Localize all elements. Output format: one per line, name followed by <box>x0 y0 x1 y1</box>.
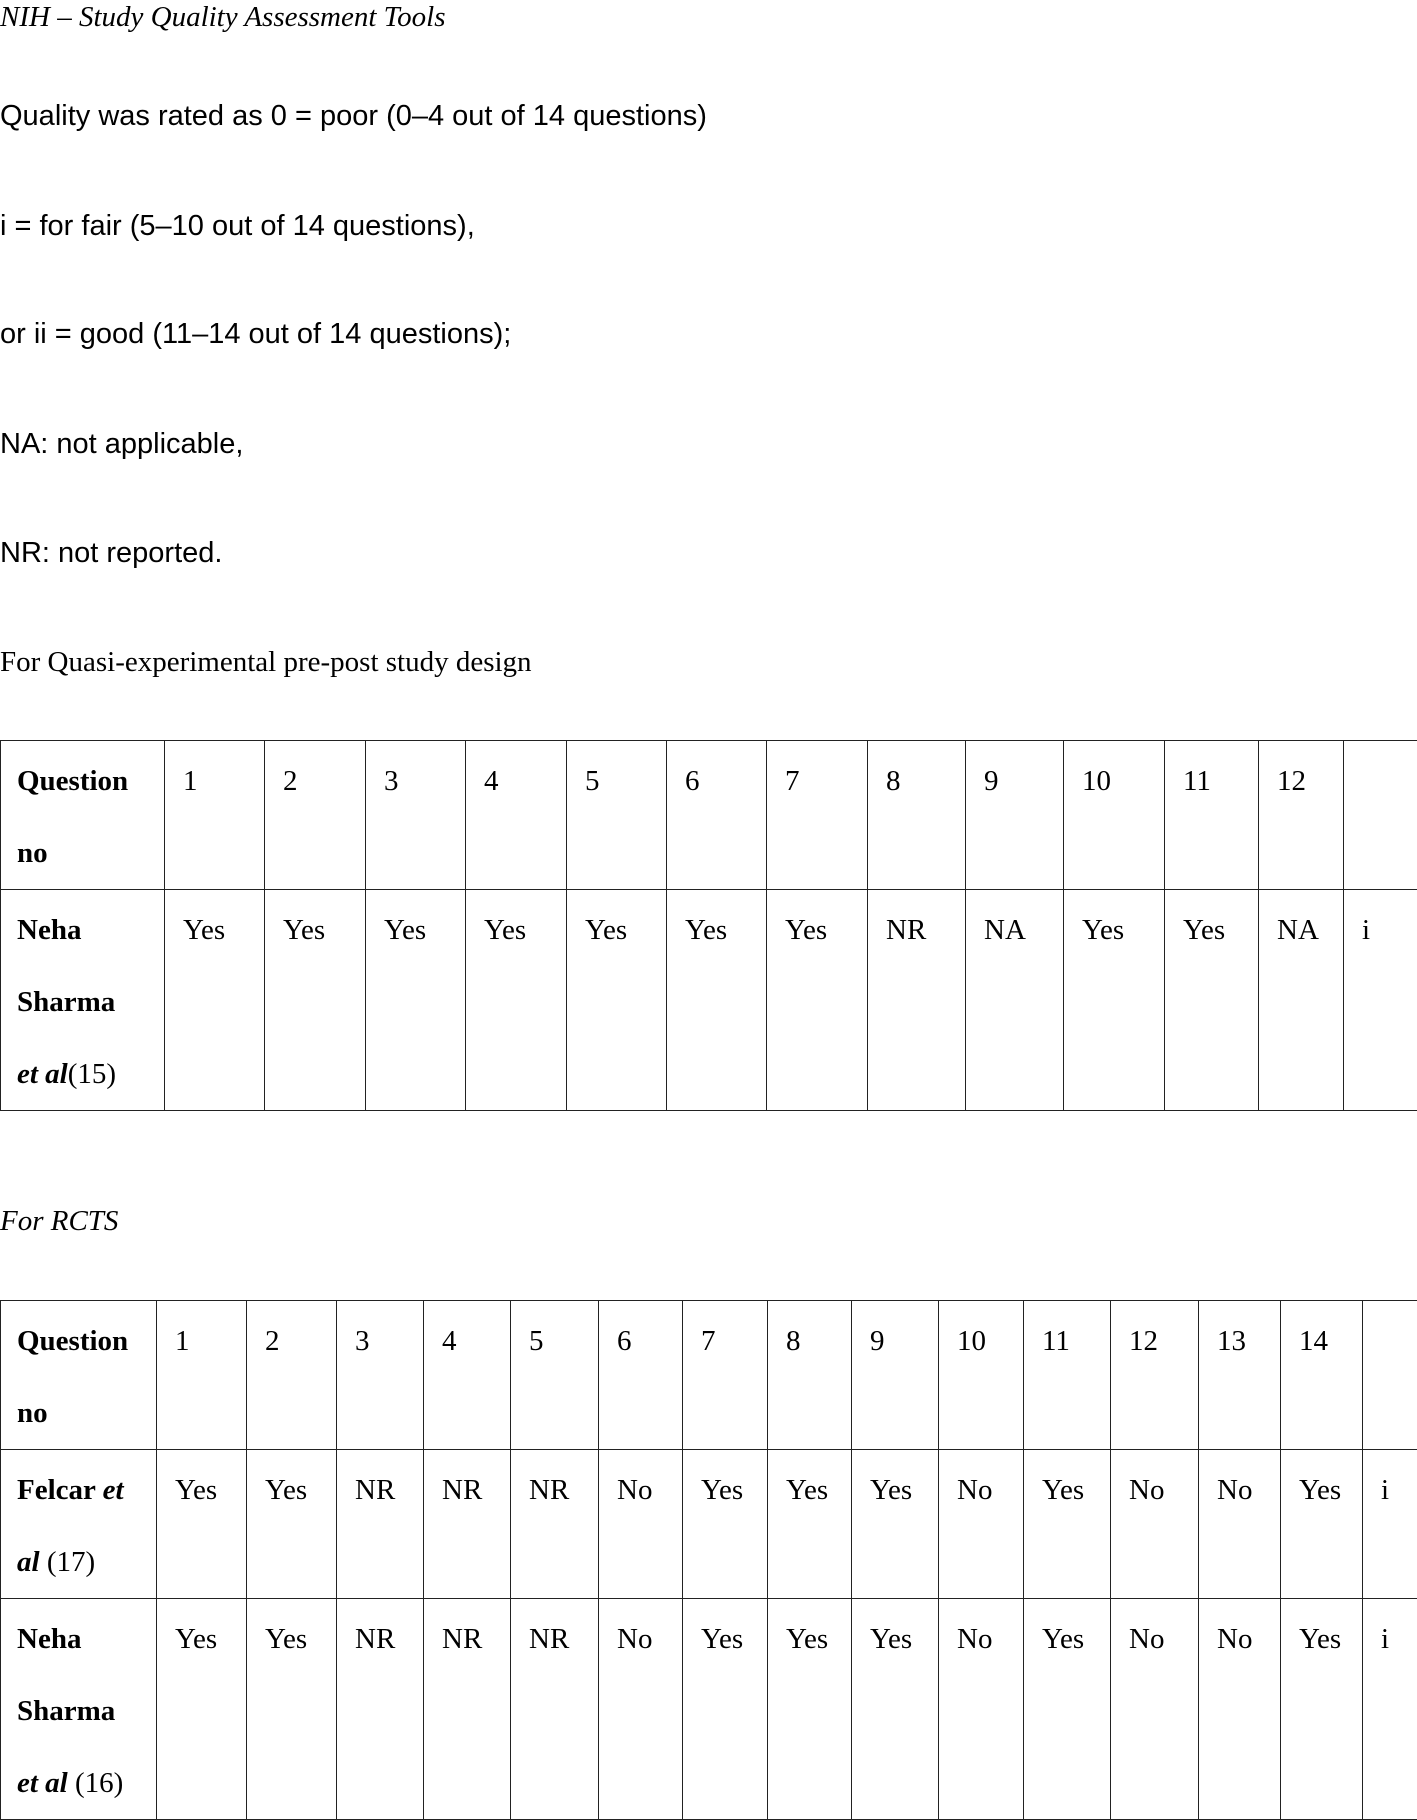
question-col: 11 <box>1165 741 1258 817</box>
question-col: 1 <box>157 1301 246 1377</box>
answer-cell: Yes <box>768 1599 851 1675</box>
answer-cell: Yes <box>1024 1450 1110 1526</box>
question-col: 3 <box>337 1301 423 1377</box>
answer-cell: No <box>599 1450 682 1526</box>
quality-note-good: or ii = good (11–14 out of 14 questions); <box>0 317 511 351</box>
question-col: 4 <box>466 741 566 817</box>
answer-cell: NR <box>868 890 965 966</box>
quality-rating-cell: i <box>1344 890 1417 966</box>
question-col: 11 <box>1024 1301 1110 1377</box>
answer-cell: Yes <box>1165 890 1258 966</box>
question-no-label: Question no <box>1 1301 156 1449</box>
answer-cell: NR <box>424 1450 510 1526</box>
answer-cell: Yes <box>1064 890 1164 966</box>
answer-cell: Yes <box>165 890 264 966</box>
question-col: 13 <box>1199 1301 1280 1377</box>
study-name: Neha Sharma et al (16) <box>1 1599 156 1819</box>
answer-cell: Yes <box>1024 1599 1110 1675</box>
question-col: 2 <box>265 741 365 817</box>
abbrev-note-nr: NR: not reported. <box>0 536 222 570</box>
question-col: 1 <box>165 741 264 817</box>
question-col: 7 <box>767 741 867 817</box>
study-name: Neha Sharma et al(15) <box>1 890 164 1110</box>
question-col: 9 <box>852 1301 938 1377</box>
answer-cell: NR <box>511 1599 598 1675</box>
answer-cell: No <box>1199 1599 1280 1675</box>
table-header-row <box>1 741 1417 890</box>
answer-cell: No <box>1111 1599 1198 1675</box>
answer-cell: Yes <box>683 1599 767 1675</box>
quality-note-poor: Quality was rated as 0 = poor (0–4 out of 14 questions) <box>0 99 707 133</box>
study-name: Felcar et al (17) <box>1 1450 156 1598</box>
rcts-table <box>0 1300 1417 1820</box>
question-col: 10 <box>1064 741 1164 817</box>
table-header-row <box>1 1301 1417 1450</box>
answer-cell: Yes <box>366 890 465 966</box>
question-col: 8 <box>768 1301 851 1377</box>
answer-cell: Yes <box>265 890 365 966</box>
answer-cell: Yes <box>1281 1450 1362 1526</box>
answer-cell: Yes <box>466 890 566 966</box>
question-col: 6 <box>599 1301 682 1377</box>
answer-cell: NA <box>966 890 1063 966</box>
answer-cell: No <box>599 1599 682 1675</box>
question-col: 6 <box>667 741 766 817</box>
answer-cell: No <box>1111 1450 1198 1526</box>
answer-cell: Yes <box>852 1450 938 1526</box>
answer-cell: Yes <box>247 1599 336 1675</box>
question-col: 2 <box>247 1301 336 1377</box>
question-col <box>1363 1301 1417 1305</box>
answer-cell: Yes <box>1281 1599 1362 1675</box>
quality-note-fair: i = for fair (5–10 out of 14 questions), <box>0 209 475 243</box>
quasi-section-label: For Quasi-experimental pre-post study design <box>0 645 532 679</box>
answer-cell: Yes <box>768 1450 851 1526</box>
answer-cell: Yes <box>667 890 766 966</box>
question-col: 3 <box>366 741 465 817</box>
table-row <box>1 890 1417 1111</box>
answer-cell: Yes <box>683 1450 767 1526</box>
answer-cell: No <box>939 1599 1023 1675</box>
abbrev-note-na: NA: not applicable, <box>0 427 243 461</box>
question-col: 12 <box>1111 1301 1198 1377</box>
answer-cell: NA <box>1259 890 1343 966</box>
quality-rating-cell: i <box>1363 1599 1417 1675</box>
question-col: 5 <box>567 741 666 817</box>
question-col: 12 <box>1259 741 1343 817</box>
question-col: 14 <box>1281 1301 1362 1377</box>
answer-cell: Yes <box>157 1450 246 1526</box>
page-title: NIH – Study Quality Assessment Tools <box>0 0 446 34</box>
rcts-section-label: For RCTS <box>0 1204 118 1238</box>
answer-cell: Yes <box>157 1599 246 1675</box>
quasi-table <box>0 740 1417 1111</box>
question-col: 4 <box>424 1301 510 1377</box>
question-col: 9 <box>966 741 1063 817</box>
quality-rating-cell: i <box>1363 1450 1417 1526</box>
question-no-label: Question no <box>1 741 164 889</box>
answer-cell: Yes <box>767 890 867 966</box>
question-col: 5 <box>511 1301 598 1377</box>
answer-cell: Yes <box>247 1450 336 1526</box>
answer-cell: Yes <box>852 1599 938 1675</box>
answer-cell: NR <box>337 1450 423 1526</box>
question-col <box>1344 741 1417 745</box>
table-row <box>1 1599 1417 1820</box>
answer-cell: No <box>1199 1450 1280 1526</box>
table-row <box>1 1450 1417 1599</box>
answer-cell: NR <box>511 1450 598 1526</box>
answer-cell: NR <box>424 1599 510 1675</box>
answer-cell: Yes <box>567 890 666 966</box>
question-col: 8 <box>868 741 965 817</box>
question-col: 7 <box>683 1301 767 1377</box>
answer-cell: No <box>939 1450 1023 1526</box>
question-col: 10 <box>939 1301 1023 1377</box>
answer-cell: NR <box>337 1599 423 1675</box>
